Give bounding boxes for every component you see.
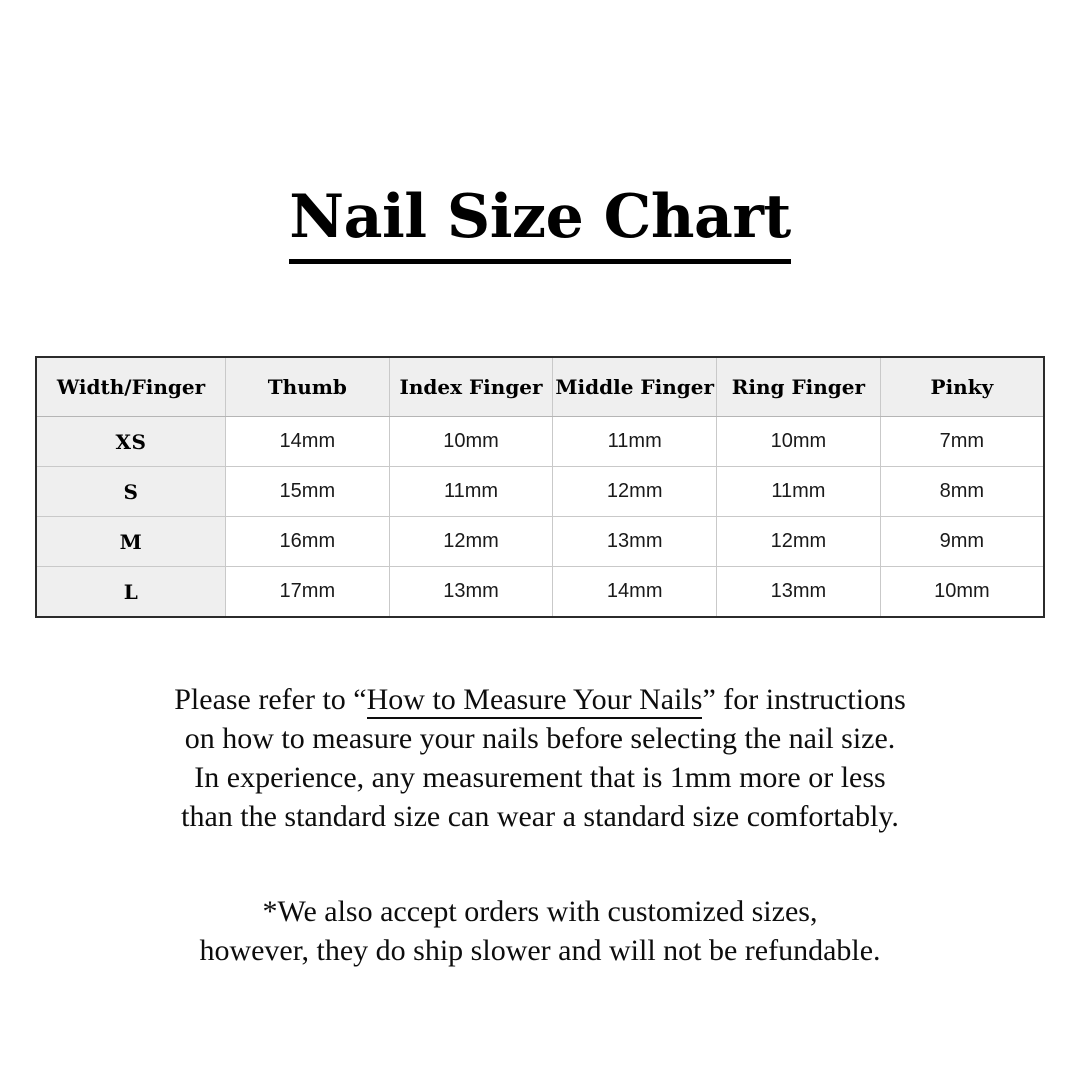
cell-xs-pinky: 7mm: [880, 417, 1044, 467]
size-chart-table: [35, 356, 1045, 618]
cell-s-middle: 12mm: [553, 467, 717, 517]
instructions-line-3: In experience, any measurement that is 1mm more or less: [194, 761, 886, 795]
cell-l-index: 13mm: [389, 567, 553, 618]
cell-xs-index: 10mm: [389, 417, 553, 467]
cell-l-pinky: 10mm: [880, 567, 1044, 618]
instructions-line-4: than the standard size can wear a standard size comfortably.: [181, 800, 899, 834]
column-header-pinky: Pinky: [880, 357, 1044, 417]
row-label-xs: XS: [36, 417, 226, 467]
page-title: Nail Size Chart: [289, 186, 791, 264]
custom-size-note: [0, 892, 1080, 970]
notes-section: [0, 680, 1080, 970]
table-row: [36, 517, 1044, 567]
table-header-row: [36, 357, 1044, 417]
cell-s-pinky: 8mm: [880, 467, 1044, 517]
cell-s-index: 11mm: [389, 467, 553, 517]
custom-size-line-1: *We also accept orders with customized sizes,: [262, 895, 818, 929]
instructions-line-1: [0, 680, 1080, 719]
column-header-ring-finger: Ring Finger: [717, 357, 881, 417]
cell-m-middle: 13mm: [553, 517, 717, 567]
cell-l-middle: 14mm: [553, 567, 717, 618]
instructions-line-1-suffix: ” for instructions: [702, 683, 906, 717]
column-header-width-finger: Width/Finger: [36, 357, 226, 417]
page-title-wrapper: [0, 0, 1080, 304]
table-row: [36, 417, 1044, 467]
table-head: [36, 357, 1044, 417]
cell-s-thumb: 15mm: [226, 467, 390, 517]
cell-m-ring: 12mm: [717, 517, 881, 567]
cell-s-ring: 11mm: [717, 467, 881, 517]
cell-l-thumb: 17mm: [226, 567, 390, 618]
cell-m-index: 12mm: [389, 517, 553, 567]
row-label-m: M: [36, 517, 226, 567]
column-header-thumb: Thumb: [226, 357, 390, 417]
cell-xs-thumb: 14mm: [226, 417, 390, 467]
instructions-line-1-prefix: Please refer to “: [174, 683, 367, 717]
cell-m-thumb: 16mm: [226, 517, 390, 567]
cell-xs-middle: 11mm: [553, 417, 717, 467]
custom-size-line-2: however, they do ship slower and will not be refundable.: [199, 934, 881, 968]
how-to-measure-link[interactable]: How to Measure Your Nails: [367, 683, 703, 719]
table-row: [36, 467, 1044, 517]
table-row: [36, 567, 1044, 618]
table-body: [36, 417, 1044, 618]
row-label-l: L: [36, 567, 226, 618]
cell-m-pinky: 9mm: [880, 517, 1044, 567]
column-header-index-finger: Index Finger: [389, 357, 553, 417]
instructions-note: [0, 680, 1080, 836]
cell-xs-ring: 10mm: [717, 417, 881, 467]
row-label-s: S: [36, 467, 226, 517]
size-chart-table-wrapper: [35, 356, 1045, 618]
instructions-line-2: on how to measure your nails before selecting the nail size.: [184, 722, 896, 756]
column-header-middle-finger: Middle Finger: [553, 357, 717, 417]
cell-l-ring: 13mm: [717, 567, 881, 618]
